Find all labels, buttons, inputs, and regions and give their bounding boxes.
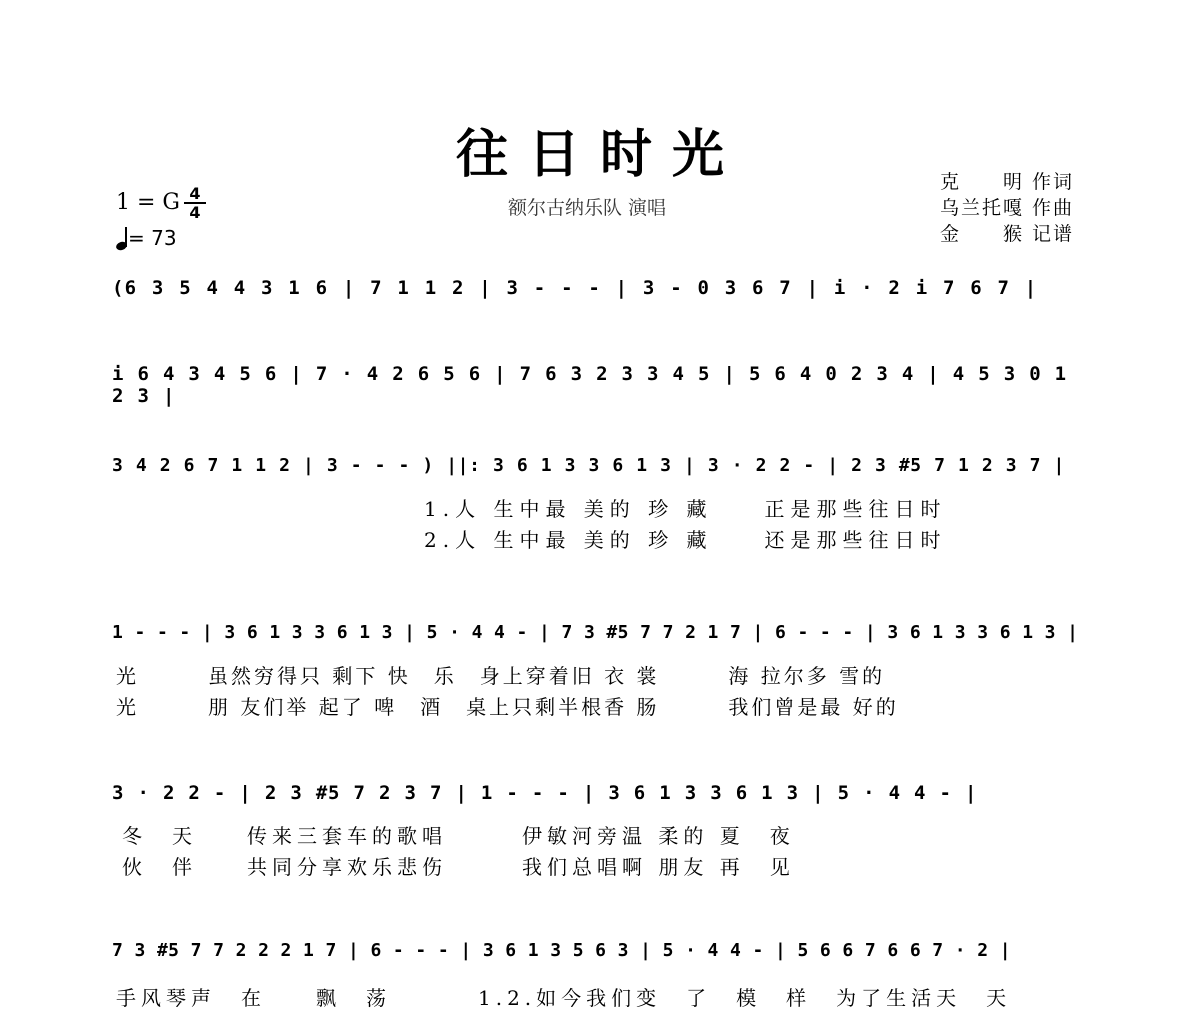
lyrics-verse-1: 光 虽然穷得只 剩下 快 乐 身上穿着旧 衣 裳 海 拉尔多 雪的 bbox=[116, 664, 886, 688]
composer-credit: 乌兰托嘎 作曲 bbox=[940, 197, 1075, 219]
score-system-4 bbox=[112, 622, 1092, 722]
tempo-mark bbox=[116, 226, 177, 250]
notes-row: i 6 4 3 4 5 6 | 7 · 4 2 6 5 6 | 7 6 3 2 3 3 4 5 | 5 6 4 0 2 3 4 | 4 5 3 0 1 2 3 | bbox=[112, 363, 1067, 407]
notes-row: 3 · 2 2 - | 2 3 #5 7 2 3 7 | 1 - - - | 3 6 1 3 3 6 1 3 | 5 · 4 4 - | bbox=[112, 782, 978, 804]
transcriber-credit: 金 猴 记谱 bbox=[940, 223, 1075, 245]
time-signature bbox=[184, 186, 206, 220]
score-system-3 bbox=[112, 455, 1092, 555]
lyrics-verse-1: 1.人 生中最 美的 珍 藏 正是那些往日时 bbox=[424, 497, 947, 521]
score-system-6 bbox=[112, 940, 1092, 1018]
song-title: 往日时光 bbox=[455, 124, 744, 185]
lyricist-credit: 克 明 作词 bbox=[940, 171, 1075, 193]
score-system-1 bbox=[112, 277, 1092, 337]
quarter-note-icon bbox=[116, 228, 128, 250]
lyrics-verse-1: 冬 天 传来三套车的歌唱 伊敏河旁温 柔的 夏 夜 bbox=[122, 824, 795, 848]
score-system-2 bbox=[112, 363, 1092, 423]
notes-row: 1 - - - | 3 6 1 3 3 6 1 3 | 5 · 4 4 - | 7 3 #5 7 7 2 1 7 | 6 - - - | 3 6 1 3 3 6 1 3 | bbox=[112, 622, 1079, 643]
score-system-5 bbox=[112, 782, 1092, 882]
lyrics-verse-2: 伙 伴 共同分享欢乐悲伤 我们总唱啊 朋友 再 见 bbox=[122, 855, 795, 879]
notes-row: (6 3 5 4 4 3 1 6 | 7 1 1 2 | 3 - - - | 3 - 0 3 6 7 | i · 2 i 7 6 7 | bbox=[112, 277, 1038, 299]
lyrics-verse-2: 2.人 生中最 美的 珍 藏 还是那些往日时 bbox=[424, 528, 947, 552]
key-signature: 1 = G bbox=[116, 190, 180, 215]
time-signature-top: 4 bbox=[189, 184, 201, 203]
lyrics-verse-1-continued: 1.2.如今我们变 了 模 样 为了生活天 天 bbox=[478, 986, 1012, 1010]
notes-row: 3 4 2 6 7 1 1 2 | 3 - - - ) ||: 3 6 1 3 3 6 1 3 | 3 · 2 2 - | 2 3 #5 7 1 2 3 7 | bbox=[112, 455, 1065, 476]
performer-line: 额尔古纳乐队 演唱 bbox=[508, 197, 667, 219]
tempo-value: = 73 bbox=[128, 226, 177, 250]
lyrics-verse-1: 手风琴声 在 飘 荡 bbox=[116, 986, 391, 1010]
lyrics-verse-2: 光 朋 友们举 起了 啤 酒 桌上只剩半根香 肠 我们曾是最 好的 bbox=[116, 695, 899, 719]
time-signature-bottom: 4 bbox=[189, 203, 201, 222]
notes-row: 7 3 #5 7 7 2 2 2 1 7 | 6 - - - | 3 6 1 3 5 6 3 | 5 · 4 4 - | 5 6 6 7 6 6 7 · 2 | bbox=[112, 940, 1011, 961]
